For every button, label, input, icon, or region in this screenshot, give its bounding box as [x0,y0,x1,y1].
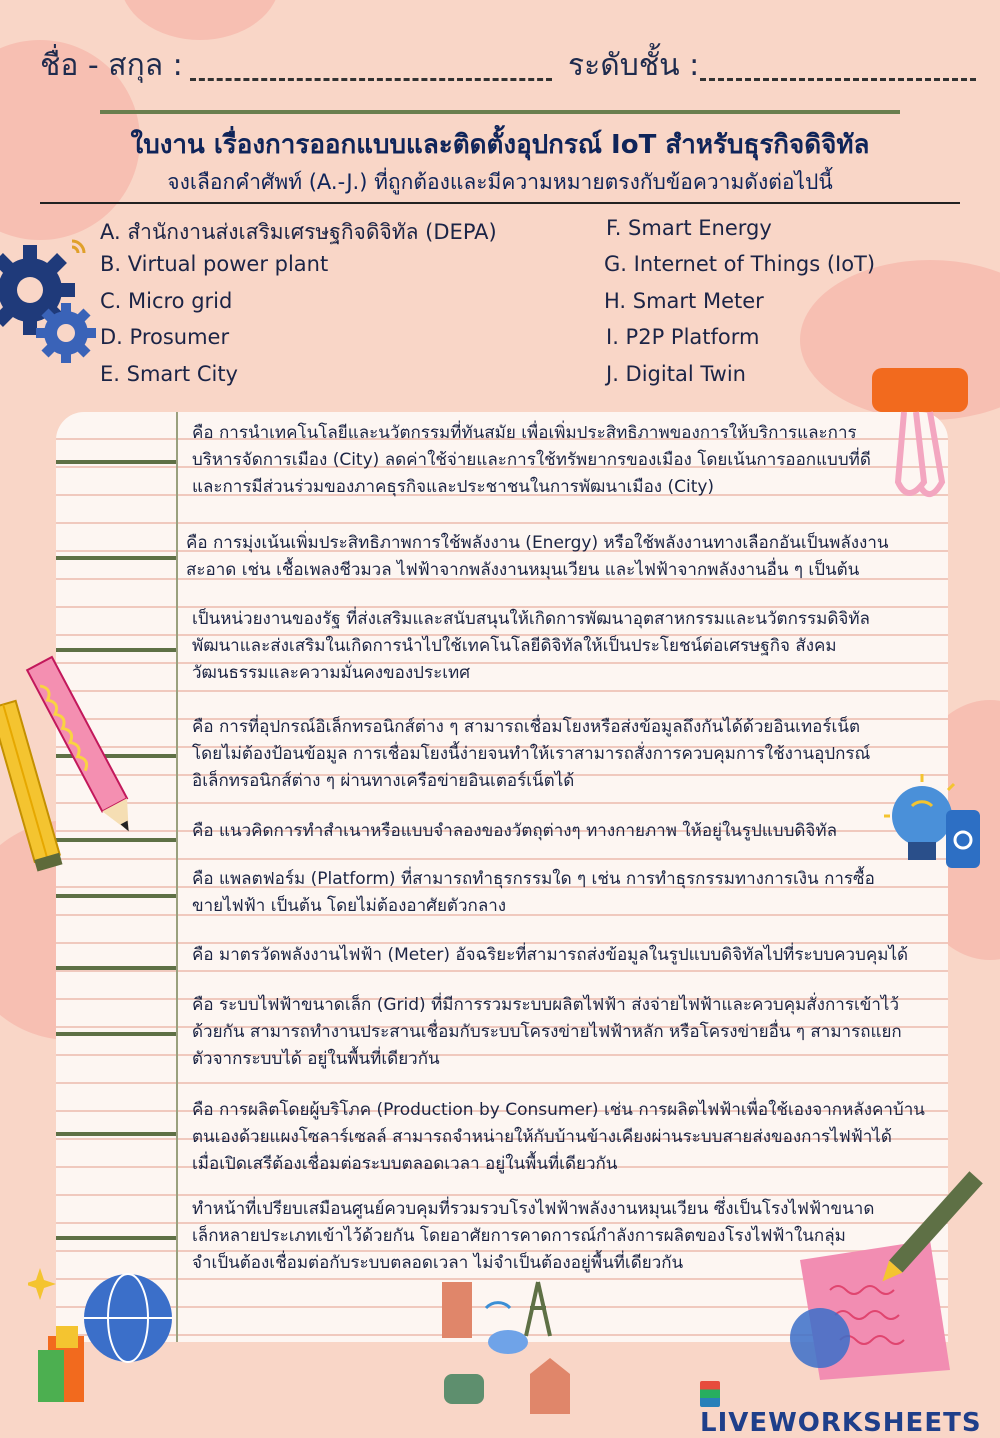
instruction: จงเลือกคำศัพท์ (A.-J.) ที่ถูกต้องและมีความหมายตรงกับข้อความดังต่อไปนี้ [167,170,833,194]
name-input-line[interactable] [190,78,552,81]
margin-line [176,412,178,1342]
answer-line[interactable] [56,556,176,560]
term-g: G. Internet of Things (IoT) [604,252,876,276]
term-i: I. P2P Platform [606,325,760,349]
answer-line[interactable] [56,1132,176,1136]
term-e: E. Smart City [100,362,238,386]
definition-5: คือ แนวคิดการทำสำเนาหรือแบบจำลองของวัตถุต่างๆ ทางกายภาพ ให้อยู่ในรูปแบบดิจิทัล [192,821,837,841]
term-h: H. Smart Meter [604,289,764,313]
answer-line[interactable] [56,894,176,898]
definition-8: คือ ระบบไฟฟ้าขนาดเล็ก (Grid) ที่มีการรวมระบบผลิตไฟฟ้า ส่งจ่ายไฟฟ้าและควบคุมสั่งการเข้าไว้ ด้วยกัน สามารถทำงานประสานเชื่อมกับระบบโครงข่ายไฟฟ้าหลัก หรือโครงข่ายอื่น ๆ สามารถแยก ตัวจากระบบได้ อยู่ในพื้นที่เดียวกัน [192,995,902,1069]
header-row [40,42,976,92]
divider [100,110,900,114]
answer-line[interactable] [56,1236,176,1240]
term-c: C. Micro grid [100,289,233,313]
notebook-pen-icon [780,1160,990,1380]
pencil-icon [0,640,160,880]
definition-2: คือ การมุ่งเน้นเพิ่มประสิทธิภาพการใช้พลังงาน (Energy) หรือใช้พลังงานทางเลือกอันเป็นพลังงาน สะอาด เช่น เชื้อเพลงชีวมวล ไฟฟ้าจากพลังงานหมุนเวียน และไฟฟ้าจากพลังงานอื่น ๆ เป็นต้น [186,533,889,580]
bg-blob [120,0,280,40]
smart-bulb-icon [876,770,986,880]
level-label: ระดับชั้น : [568,48,700,83]
definition-1: คือ การนำเทคโนโลยีและนวัตกรรมที่ทันสมัย เพื่อเพิ่มประสิทธิภาพของการให้บริการและการ บริหารจัดการเมือง (City) ลดค่าใช้จ่ายและการใช้ทรัพยากรของเมือง โดยเน้นการออกแบบที่ดี และการมีส่วนร่วมของภาคธุรกิจและประชาชนในการพัฒนาเมือง (City) [192,423,871,497]
brand-logo: LIVEWORKSHEETS [700,1378,1000,1438]
brand-badge-icon [700,1381,720,1407]
level-input-line[interactable] [700,78,976,81]
definition-7: คือ มาตรวัดพลังงานไฟฟ้า (Meter) อัจฉริยะที่สามารถส่งข้อมูลในรูปแบบดิจิทัลไปที่ระบบควบคุมได้ [192,945,909,965]
term-b: B. Virtual power plant [100,252,329,276]
definition-4: คือ การที่อุปกรณ์อิเล็กทรอนิกส์ต่าง ๆ สามารถเชื่อมโยงหรือส่งข้อมูลถึงกันได้ด้วยอินเทอร์เน็ต โดยไม่ต้องป้อนข้อมูล การเชื่อมโยงนี้ง่ายจนทำให้เราสามารถสั่งการควบคุมการใช้งานอุปกรณ์ อิเล็กทรอนิกส์ต่าง ๆ ผ่านทางเครือข่ายอินเตอร์เน็ตได้ [192,717,871,791]
page-title: ใบงาน เรื่องการออกแบบและติดตั้งอุปกรณ์ IoT สำหรับธุรกิจดิจิทัล [130,130,870,160]
binder-clip-icon [868,362,972,512]
globe-icon [28,1266,178,1406]
answer-line[interactable] [56,1032,176,1036]
divider [40,202,960,204]
definition-6: คือ แพลตฟอร์ม (Platform) ที่สามารถทำธุรกรรมใด ๆ เช่น การทำธุรกรรมทางการเงิน การซื้อ ขายไฟฟ้า เป็นต้น โดยไม่ต้องอาศัยตัวกลาง [192,869,875,916]
answer-line[interactable] [56,460,176,464]
term-j: J. Digital Twin [606,362,746,386]
term-f: F. Smart Energy [606,216,772,240]
name-label: ชื่อ - สกุล : [40,48,183,83]
term-a: A. สำนักงานส่งเสริมเศรษฐกิจดิจิทัล (DEPA) [100,220,497,244]
term-d: D. Prosumer [100,325,230,349]
definition-10: ทำหน้าที่เปรียบเสมือนศูนย์ควบคุมที่รวมรวบโรงไฟฟ้าพลังงานหมุนเวียน ซึ่งเป็นโรงไฟฟ้าขนาด เล็กหลายประเภทเข้าไว้ด้วยกัน โดยอาศัยการคาดการณ์กำลังการผลิตของโรงไฟฟ้าในกลุ่ม จำเป็นต้องเชื่อมต่อกับระบบตลอดเวลา ไม่จำเป็นต้องอยู่พื้นที่เดียวกัน [192,1199,875,1273]
definition-3: เป็นหน่วยงานของรัฐ ที่ส่งเสริมและสนับสนุนให้เกิดการพัฒนาอุตสาหกรรมและนวัตกรรมดิจิทัล พัฒนาและส่งเสริมในเกิดการนำไปใช้เทคโนโลยีดิจิทัลให้เป็นประโยชน์ต่อเศรษฐกิจ สังคม วัฒนธรรมและความมั่นคงของประเทศ [192,609,870,683]
answer-line[interactable] [56,966,176,970]
definition-9: คือ การผลิตโดยผู้บริโภค (Production by Consumer) เช่น การผลิตไฟฟ้าเพื่อใช้เองจากหลังคาบ้าน ตนเองด้วยแผงโซลาร์เซลล์ สามารถจำหน่ายให้กับบ้านข้างเคียงผ่านระบบสายส่งของการไฟฟ้าได้ เมื่อเปิดเสรีต้องเชื่อมต่อระบบตลอดเวลา อยู่ในพื้นที่เดียวกัน [192,1100,925,1174]
smart-city-icon [438,1278,578,1414]
